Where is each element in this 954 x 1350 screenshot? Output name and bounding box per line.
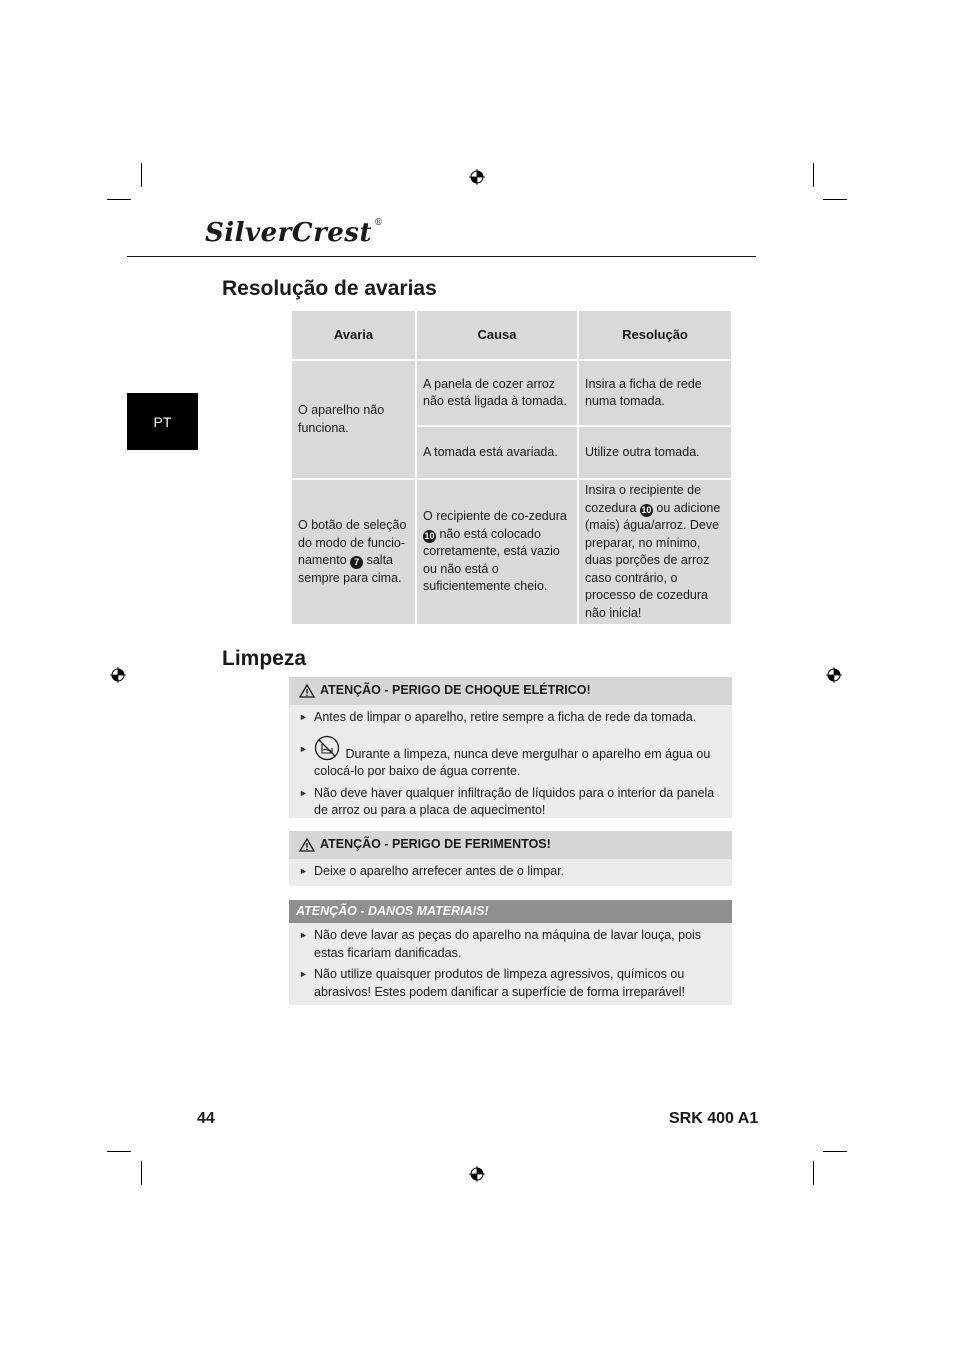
page-number: 44 (197, 1110, 215, 1127)
arrow-bullet-icon: ► (299, 787, 308, 798)
section-title-cleaning: Limpeza (222, 647, 307, 670)
crop-mark (823, 1151, 847, 1152)
crop-mark (141, 163, 142, 187)
crop-mark (141, 1161, 142, 1185)
reference-number: 7 (350, 556, 363, 569)
table-cell-fault: O botão de seleção do modo de funcio-namento 7 salta sempre para cima. (291, 479, 416, 625)
reference-number: 10 (424, 530, 435, 541)
list-item: ► Antes de limpar o aparelho, retire sempre a ficha de rede da tomada. (299, 709, 722, 727)
arrow-bullet-icon: ► (299, 930, 308, 940)
crop-mark (813, 163, 814, 187)
warning-triangle-icon (299, 838, 315, 852)
table-cell-cause: O recipiente de co-zedura 10 não está colocado corretamente, está vazio ou não está o suficientemente cheio. (416, 479, 578, 625)
arrow-bullet-icon: ► (299, 969, 308, 979)
header-rule (127, 256, 756, 257)
registration-mark-icon (826, 667, 842, 683)
model-name: SRK 400 A1 (669, 1110, 759, 1127)
warning-heading: ATENÇÃO - PERIGO DE FERIMENTOS! (289, 831, 732, 859)
registration-mark-icon (469, 169, 485, 185)
warning-triangle-icon (299, 684, 315, 698)
list-item: ► Não utilize quaisquer produtos de limpeza agressivos, químicos ou abrasivos! Estes podem danificar a superfície de forma irreparável! (299, 967, 686, 999)
brand-logo: SilverCrest ® (205, 218, 384, 248)
warning-heading: ATENÇÃO - PERIGO DE CHOQUE ELÉTRICO! (289, 677, 732, 705)
registration-mark-icon (469, 1166, 485, 1182)
table-cell-cause: A tomada está avariada. (416, 426, 578, 479)
column-header: Causa (416, 310, 578, 360)
language-tab: PT (127, 393, 198, 450)
arrow-bullet-icon: ► (299, 743, 308, 754)
table-cell-cause: A panela de cozer arroz não está ligada à tomada. (416, 360, 578, 426)
list-item: ► Durante a limpeza, nunca deve mergulhar o aparelho em água ou colocá-lo por baixo de água corrente. (299, 735, 722, 781)
list-item: ► Não deve haver qualquer infiltração de líquidos para o interior da panela de arroz ou para a placa de aquecimento! (299, 785, 715, 817)
warning-heading: ATENÇÃO - DANOS MATERIAIS! (289, 900, 732, 923)
table-cell-solution: Insira a ficha de rede numa tomada. (578, 360, 732, 426)
no-immersion-icon (314, 735, 340, 761)
warning-box-electric (289, 677, 732, 818)
table-cell-solution: Insira o recipiente de cozedura 10 ou adicione (mais) água/arroz. Deve preparar, no mínimo, duas porções de arroz caso contrário, o processo de cozedura não inicia! (578, 479, 732, 625)
troubleshooting-table (290, 309, 733, 626)
arrow-bullet-icon: ► (299, 866, 308, 876)
table-cell-solution: Utilize outra tomada. (578, 426, 732, 479)
column-header: Resolução (578, 310, 732, 360)
crop-mark (823, 199, 847, 200)
column-header: Avaria (291, 310, 416, 360)
arrow-bullet-icon: ► (299, 712, 308, 722)
list-item: ► Não deve lavar as peças do aparelho na máquina de lavar louça, pois estas ficariam danificadas. (299, 928, 702, 960)
crop-mark (107, 199, 131, 200)
table-cell-fault: O aparelho não funciona. (291, 360, 416, 479)
crop-mark (813, 1161, 814, 1185)
registration-mark-icon (110, 667, 126, 683)
reference-number: 10 (641, 504, 652, 515)
crop-mark (107, 1151, 131, 1152)
warning-box-material (289, 900, 732, 1005)
warning-box-injury (289, 831, 732, 886)
list-item: ► Deixe o aparelho arrefecer antes de o limpar. (299, 863, 722, 881)
section-title-troubleshooting: Resolução de avarias (222, 277, 437, 300)
